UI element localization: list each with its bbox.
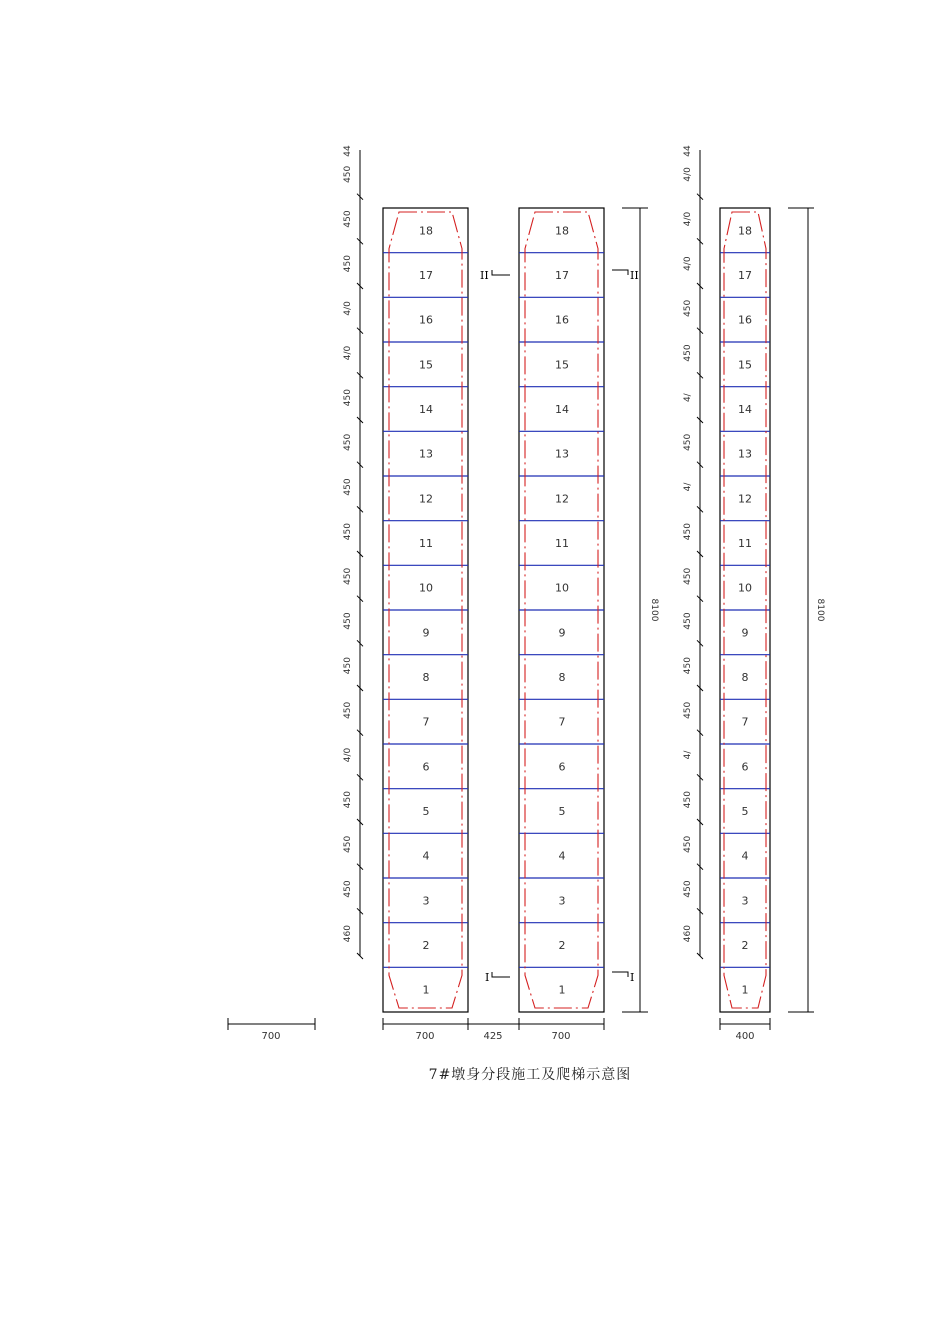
svg-text:II: II bbox=[480, 269, 489, 282]
segment-number: 6 bbox=[741, 760, 749, 774]
dimension-label: 450 bbox=[683, 523, 693, 541]
segment-number: 12 bbox=[738, 492, 752, 506]
segment-number: 14 bbox=[419, 403, 433, 416]
segment-number: 15 bbox=[738, 358, 752, 372]
dim-pier1-width: 700 bbox=[415, 1031, 435, 1042]
segment-number: 12 bbox=[555, 492, 569, 506]
segment-number: 4 bbox=[558, 849, 566, 863]
dimension-label: 450 bbox=[343, 835, 353, 853]
section-mark-lower bbox=[485, 971, 634, 984]
segment-number: 1 bbox=[558, 983, 566, 997]
dimension-label: 4/ bbox=[683, 482, 693, 492]
segment-number: 5 bbox=[558, 805, 566, 818]
dimension-label: 4/0 bbox=[683, 211, 693, 227]
dimension-label: 450 bbox=[683, 344, 693, 362]
segment-number: 11 bbox=[738, 537, 752, 550]
svg-text:II: II bbox=[630, 269, 639, 282]
segment-number: 1 bbox=[422, 983, 430, 997]
dimension-label: 450 bbox=[343, 567, 353, 585]
segment-number: 9 bbox=[422, 626, 430, 640]
segment-number: 16 bbox=[555, 313, 569, 327]
dimension-label: 450 bbox=[343, 210, 353, 228]
segment-number: 1 bbox=[741, 983, 749, 997]
segment-number: 13 bbox=[419, 447, 433, 461]
dim-gap: 425 bbox=[483, 1031, 503, 1042]
dimension-label-top: 44 bbox=[683, 145, 693, 157]
dimension-label: 450 bbox=[683, 880, 693, 898]
dimension-label: 4/0 bbox=[343, 747, 353, 763]
dimension-label: 450 bbox=[683, 791, 693, 809]
dimension-label: 450 bbox=[343, 523, 353, 541]
dimension-label: 450 bbox=[343, 478, 353, 496]
segment-number: 10 bbox=[419, 581, 433, 595]
dimension-label: 4/0 bbox=[343, 345, 353, 361]
segment-number: 3 bbox=[558, 894, 566, 908]
segment-number: 2 bbox=[741, 939, 749, 952]
dimension-label: 460 bbox=[683, 925, 693, 943]
segment-number: 6 bbox=[558, 760, 566, 774]
dimension-label: 450 bbox=[683, 567, 693, 585]
dimension-label: 460 bbox=[343, 925, 353, 943]
segment-number: 14 bbox=[738, 403, 752, 416]
segment-number: 5 bbox=[741, 805, 749, 818]
dimension-label: 450 bbox=[683, 657, 693, 675]
segment-number: 3 bbox=[422, 894, 430, 908]
dimension-label: 450 bbox=[683, 835, 693, 853]
svg-text:I: I bbox=[630, 971, 635, 984]
dimension-label: 4/ bbox=[683, 750, 693, 760]
segment-number: 4 bbox=[741, 849, 749, 863]
segment-number: 10 bbox=[555, 581, 569, 595]
dimension-label: 450 bbox=[683, 701, 693, 719]
drawing-caption: 7#墩身分段施工及爬梯示意图 bbox=[428, 1067, 632, 1083]
dimension-label: 450 bbox=[343, 657, 353, 675]
segment-number: 8 bbox=[422, 671, 430, 684]
total-height-label-side: 8100 bbox=[815, 598, 825, 622]
segment-number: 9 bbox=[558, 626, 566, 640]
segment-number: 17 bbox=[555, 269, 569, 282]
segment-number: 5 bbox=[422, 805, 430, 818]
segment-number: 7 bbox=[558, 715, 566, 729]
segment-number: 17 bbox=[738, 269, 752, 282]
dimension-label: 450 bbox=[683, 612, 693, 630]
dim-side-width: 400 bbox=[735, 1031, 755, 1042]
segment-number: 6 bbox=[422, 760, 430, 774]
segment-number: 8 bbox=[741, 671, 749, 684]
segments-layer bbox=[383, 253, 770, 968]
svg-text:I: I bbox=[485, 971, 490, 984]
segment-number: 3 bbox=[741, 894, 749, 908]
segment-number: 17 bbox=[419, 269, 433, 282]
segment-number: 10 bbox=[738, 581, 752, 595]
dim-pier2-width: 700 bbox=[551, 1031, 571, 1042]
segment-number: 7 bbox=[422, 715, 430, 729]
segment-number: 18 bbox=[555, 224, 569, 238]
segment-number: 13 bbox=[555, 447, 569, 461]
segment-number: 16 bbox=[738, 313, 752, 327]
segment-number: 11 bbox=[419, 537, 433, 550]
dimension-label: 450 bbox=[343, 165, 353, 183]
segment-number: 16 bbox=[419, 313, 433, 327]
dimension-label: 450 bbox=[343, 880, 353, 898]
dim-far-left: 700 bbox=[261, 1031, 281, 1042]
dimension-label: 450 bbox=[683, 433, 693, 451]
dimension-label: 450 bbox=[343, 791, 353, 809]
segment-number: 15 bbox=[419, 358, 433, 372]
dimension-label: 4/ bbox=[683, 393, 693, 403]
dimension-label: 4/0 bbox=[683, 167, 693, 182]
dimension-label: 450 bbox=[343, 701, 353, 719]
segment-number: 12 bbox=[419, 492, 433, 506]
dimension-label: 450 bbox=[343, 389, 353, 407]
segment-number: 4 bbox=[422, 849, 430, 863]
dimension-label: 450 bbox=[343, 255, 353, 273]
dimension-label: 450 bbox=[343, 612, 353, 630]
dimension-label: 4/0 bbox=[683, 256, 693, 271]
dimension-label-top: 44 bbox=[343, 145, 353, 157]
segment-number: 2 bbox=[422, 939, 430, 952]
segment-number: 13 bbox=[738, 447, 752, 461]
segment-number: 11 bbox=[555, 537, 569, 550]
segment-number: 15 bbox=[555, 358, 569, 372]
segment-number: 8 bbox=[558, 671, 566, 684]
total-height-label-middle: 8100 bbox=[649, 598, 659, 622]
segment-number: 9 bbox=[741, 626, 749, 640]
segment-number: 18 bbox=[738, 224, 752, 238]
segment-number: 18 bbox=[419, 224, 433, 238]
bottom-dimensions bbox=[228, 1018, 770, 1030]
dimension-label: 4/0 bbox=[343, 301, 353, 316]
segment-number: 7 bbox=[741, 715, 749, 729]
segment-number: 2 bbox=[558, 939, 566, 952]
dimension-label: 450 bbox=[343, 433, 353, 451]
segment-number: 14 bbox=[555, 403, 569, 416]
dimension-label: 450 bbox=[683, 299, 693, 317]
